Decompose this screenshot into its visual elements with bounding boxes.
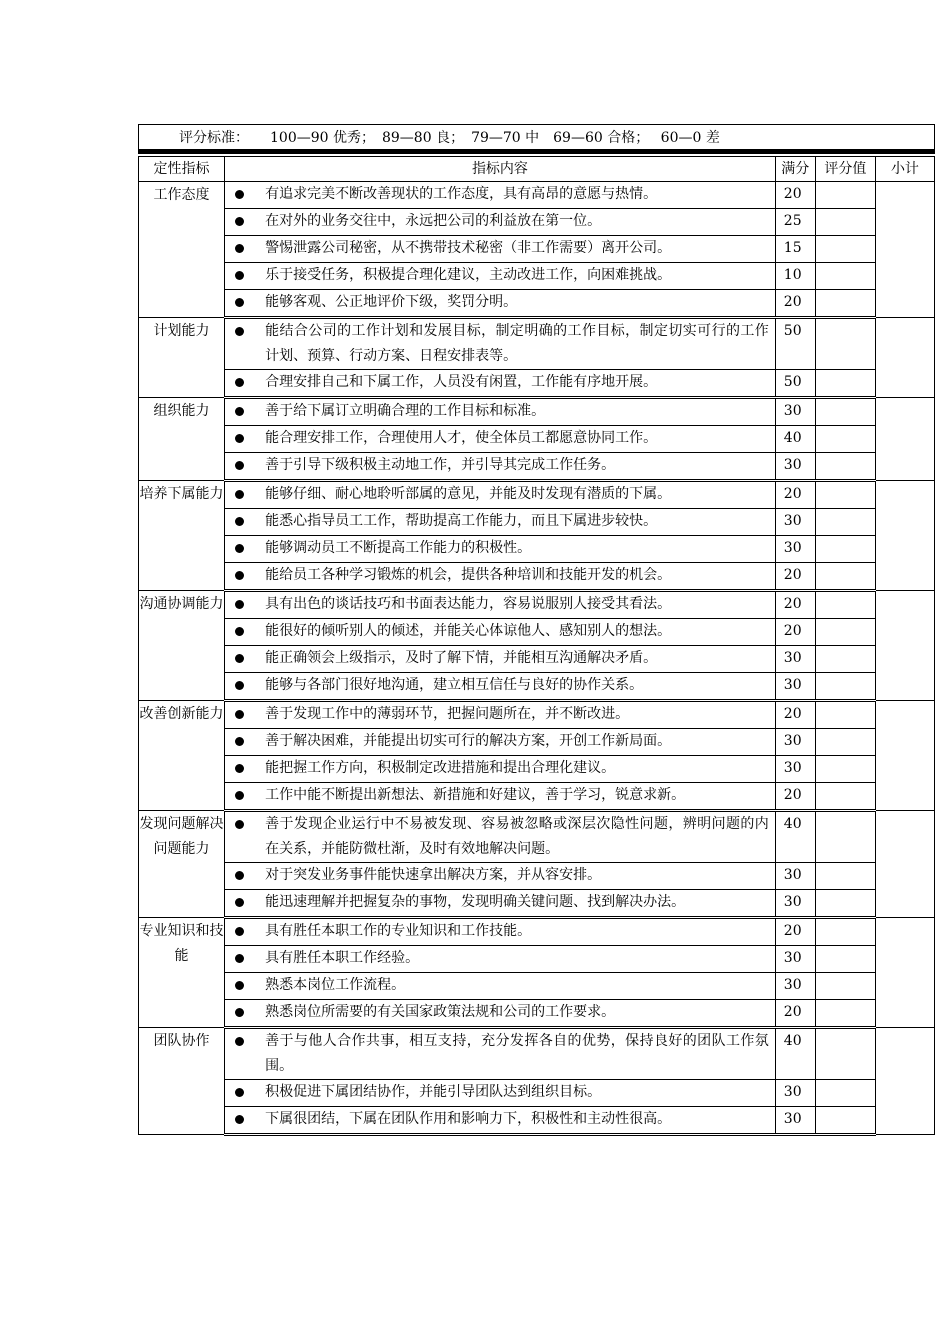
table-row xyxy=(139,729,935,756)
evaluation-input-cell[interactable] xyxy=(815,182,875,209)
bullet-icon xyxy=(225,399,265,425)
item-text: 熟悉岗位所需要的有关国家政策法规和公司的工作要求。 xyxy=(265,1004,616,1020)
content-cell xyxy=(225,1107,776,1135)
content-cell xyxy=(225,263,776,290)
max-score-cell: 30 xyxy=(775,890,815,918)
max-score-cell: 15 xyxy=(775,236,815,263)
evaluation-input-cell[interactable] xyxy=(815,673,875,701)
bullet-icon xyxy=(225,482,265,508)
table-row xyxy=(139,946,935,973)
table-row xyxy=(139,370,935,398)
item-text: 能给员工各种学习锻炼的机会，提供各种培训和技能开发的机会。 xyxy=(265,567,672,583)
max-score-cell: 40 xyxy=(775,811,815,863)
bullet-icon xyxy=(225,1080,265,1106)
content-cell xyxy=(225,536,776,563)
content-cell xyxy=(225,811,776,863)
content-cell xyxy=(225,591,776,619)
subtotal-cell[interactable] xyxy=(875,701,934,811)
bullet-icon xyxy=(225,263,265,289)
evaluation-input-cell[interactable] xyxy=(815,619,875,646)
table-row xyxy=(139,1028,935,1080)
evaluation-input-cell[interactable] xyxy=(815,536,875,563)
bullet-icon xyxy=(225,729,265,755)
max-score-cell: 20 xyxy=(775,783,815,811)
subtotal-cell[interactable] xyxy=(875,918,934,1028)
category-cell: 沟通协调能力 xyxy=(139,591,225,701)
content-cell xyxy=(225,673,776,701)
evaluation-input-cell[interactable] xyxy=(815,398,875,426)
table-row xyxy=(139,973,935,1000)
bullet-icon xyxy=(225,973,265,999)
category-cell: 团队协作 xyxy=(139,1028,225,1135)
table-body xyxy=(139,182,935,1135)
content-cell xyxy=(225,701,776,729)
item-text: 善于解决困难，并能提出切实可行的解决方案，开创工作新局面。 xyxy=(265,733,672,749)
evaluation-input-cell[interactable] xyxy=(815,701,875,729)
bullet-icon xyxy=(225,319,265,369)
category-cell: 工作态度 xyxy=(139,182,225,318)
subtotal-cell[interactable] xyxy=(875,591,934,701)
content-cell xyxy=(225,509,776,536)
table-row xyxy=(139,783,935,811)
item-text: 合理安排自己和下属工作，人员没有闲置，工作能有序地开展。 xyxy=(265,374,658,390)
max-score-cell: 25 xyxy=(775,209,815,236)
bullet-icon xyxy=(225,370,265,396)
content-cell xyxy=(225,209,776,236)
table-row xyxy=(139,756,935,783)
item-text: 在对外的业务交往中，永远把公司的利益放在第一位。 xyxy=(265,213,602,229)
table-row xyxy=(139,481,935,509)
subtotal-cell[interactable] xyxy=(875,481,934,591)
item-text: 能把握工作方向，积极制定改进措施和提出合理化建议。 xyxy=(265,760,616,776)
max-score-cell: 30 xyxy=(775,536,815,563)
header-content: 指标内容 xyxy=(225,157,776,182)
max-score-cell: 20 xyxy=(775,481,815,509)
item-text: 熟悉本岗位工作流程。 xyxy=(265,977,406,993)
evaluation-sheet xyxy=(138,124,935,1136)
evaluation-input-cell[interactable] xyxy=(815,946,875,973)
table-row xyxy=(139,509,935,536)
bullet-icon xyxy=(225,919,265,945)
item-text: 善于与他人合作共事，相互支持，充分发挥各自的优势，保持良好的团队工作氛围。 xyxy=(265,1033,769,1074)
max-score-cell: 30 xyxy=(775,453,815,481)
item-text: 积极促进下属团结协作，并能引导团队达到组织目标。 xyxy=(265,1084,602,1100)
table-row xyxy=(139,811,935,863)
table-row xyxy=(139,918,935,946)
bullet-icon xyxy=(225,1107,265,1133)
item-text: 有追求完美不断改善现状的工作态度，具有高昂的意愿与热情。 xyxy=(265,186,658,202)
bullet-icon xyxy=(225,182,265,208)
subtotal-cell[interactable] xyxy=(875,318,934,398)
category-cell: 组织能力 xyxy=(139,398,225,481)
content-cell xyxy=(225,426,776,453)
item-text: 善于引导下级积极主动地工作，并引导其完成工作任务。 xyxy=(265,457,616,473)
evaluation-input-cell[interactable] xyxy=(815,370,875,398)
max-score-cell: 30 xyxy=(775,509,815,536)
item-text: 能够客观、公正地评价下级，奖罚分明。 xyxy=(265,294,518,310)
max-score-cell: 30 xyxy=(775,1107,815,1135)
content-cell xyxy=(225,453,776,481)
evaluation-input-cell[interactable] xyxy=(815,563,875,591)
item-text: 能够仔细、耐心地聆听部属的意见，并能及时发现有潜质的下属。 xyxy=(265,486,672,502)
table-row xyxy=(139,236,935,263)
content-cell xyxy=(225,756,776,783)
max-score-cell: 20 xyxy=(775,619,815,646)
evaluation-input-cell[interactable] xyxy=(815,209,875,236)
evaluation-input-cell[interactable] xyxy=(815,863,875,890)
content-cell xyxy=(225,1000,776,1028)
content-cell xyxy=(225,290,776,318)
content-cell xyxy=(225,863,776,890)
table-row xyxy=(139,453,935,481)
evaluation-input-cell[interactable] xyxy=(815,756,875,783)
bullet-icon xyxy=(225,619,265,645)
table-row xyxy=(139,398,935,426)
bullet-icon xyxy=(225,756,265,782)
evaluation-input-cell[interactable] xyxy=(815,1080,875,1107)
evaluation-input-cell[interactable] xyxy=(815,318,875,370)
max-score-cell: 30 xyxy=(775,863,815,890)
category-cell: 培养下属能力 xyxy=(139,481,225,591)
table-row xyxy=(139,263,935,290)
content-cell xyxy=(225,398,776,426)
bullet-icon xyxy=(225,702,265,728)
max-score-cell: 50 xyxy=(775,318,815,370)
evaluation-input-cell[interactable] xyxy=(815,263,875,290)
table-row xyxy=(139,318,935,370)
max-score-cell: 30 xyxy=(775,756,815,783)
evaluation-input-cell[interactable] xyxy=(815,729,875,756)
content-cell xyxy=(225,318,776,370)
content-cell xyxy=(225,918,776,946)
bullet-icon xyxy=(225,592,265,618)
table-row xyxy=(139,209,935,236)
bullet-icon xyxy=(225,509,265,535)
item-text: 对于突发业务事件能快速拿出解决方案，并从容安排。 xyxy=(265,867,602,883)
category-cell: 发现问题解决问题能力 xyxy=(139,811,225,918)
evaluation-input-cell[interactable] xyxy=(815,783,875,811)
item-text: 善于发现工作中的薄弱环节，把握问题所在，并不断改进。 xyxy=(265,706,630,722)
bullet-icon xyxy=(225,946,265,972)
item-text: 能结合公司的工作计划和发展目标，制定明确的工作目标，制定切实可行的工作计划、预算、行动方案、日程安排表等。 xyxy=(265,323,769,364)
evaluation-input-cell[interactable] xyxy=(815,646,875,673)
item-text: 能正确领会上级指示，及时了解下情，并能相互沟通解决矛盾。 xyxy=(265,650,658,666)
content-cell xyxy=(225,182,776,209)
subtotal-cell[interactable] xyxy=(875,811,934,918)
table-header-row xyxy=(139,157,935,182)
max-score-cell: 30 xyxy=(775,946,815,973)
item-text: 具有胜任本职工作经验。 xyxy=(265,950,420,966)
evaluation-input-cell[interactable] xyxy=(815,890,875,918)
bullet-icon xyxy=(225,1029,265,1079)
item-text: 能合理安排工作，合理使用人才，使全体员工都愿意协同工作。 xyxy=(265,430,658,446)
bullet-icon xyxy=(225,426,265,452)
content-cell xyxy=(225,646,776,673)
table-row xyxy=(139,619,935,646)
max-score-cell: 20 xyxy=(775,182,815,209)
item-text: 警惕泄露公司秘密，从不携带技术秘密（非工作需要）离开公司。 xyxy=(265,240,672,256)
bullet-icon xyxy=(225,209,265,235)
item-text: 能够调动员工不断提高工作能力的积极性。 xyxy=(265,540,532,556)
table-row xyxy=(139,536,935,563)
bullet-icon xyxy=(225,673,265,699)
evaluation-input-cell[interactable] xyxy=(815,509,875,536)
max-score-cell: 20 xyxy=(775,563,815,591)
item-text: 善于发现企业运行中不易被发现、容易被忽略或深层次隐性问题，辨明问题的内在关系，并能防微杜渐，及时有效地解决问题。 xyxy=(265,816,769,857)
evaluation-input-cell[interactable] xyxy=(815,1028,875,1080)
bullet-icon xyxy=(225,536,265,562)
bullet-icon xyxy=(225,1000,265,1026)
evaluation-input-cell[interactable] xyxy=(815,290,875,318)
bullet-icon xyxy=(225,890,265,916)
evaluation-input-cell[interactable] xyxy=(815,1107,875,1135)
evaluation-table xyxy=(138,156,935,1136)
max-score-cell: 30 xyxy=(775,729,815,756)
item-text: 能够与各部门很好地沟通，建立相互信任与良好的协作关系。 xyxy=(265,677,644,693)
max-score-cell: 20 xyxy=(775,1000,815,1028)
evaluation-input-cell[interactable] xyxy=(815,973,875,1000)
max-score-cell: 20 xyxy=(775,701,815,729)
max-score-cell: 30 xyxy=(775,673,815,701)
header-category: 定性指标 xyxy=(139,157,225,182)
bullet-icon xyxy=(225,290,265,316)
max-score-cell: 30 xyxy=(775,1080,815,1107)
item-text: 具有胜任本职工作的专业知识和工作技能。 xyxy=(265,923,532,939)
table-row xyxy=(139,1080,935,1107)
header-subtotal: 小计 xyxy=(875,157,934,182)
bullet-icon xyxy=(225,646,265,672)
content-cell xyxy=(225,973,776,1000)
evaluation-input-cell[interactable] xyxy=(815,918,875,946)
item-text: 能迅速理解并把握复杂的事物，发现明确关键问题、找到解决办法。 xyxy=(265,894,686,910)
max-score-cell: 40 xyxy=(775,426,815,453)
max-score-cell: 10 xyxy=(775,263,815,290)
bullet-icon xyxy=(225,453,265,479)
item-text: 善于给下属订立明确合理的工作目标和标准。 xyxy=(265,403,546,419)
item-text: 具有出色的谈话技巧和书面表达能力，容易说服别人接受其看法。 xyxy=(265,596,672,612)
content-cell xyxy=(225,946,776,973)
evaluation-input-cell[interactable] xyxy=(815,453,875,481)
subtotal-cell[interactable] xyxy=(875,182,934,318)
item-text: 工作中能不断提出新想法、新措施和好建议，善于学习，锐意求新。 xyxy=(265,787,686,803)
max-score-cell: 20 xyxy=(775,591,815,619)
max-score-cell: 30 xyxy=(775,398,815,426)
scoring-standard: 评分标准： 100—90 优秀； 89—80 良； 79—70 中 69—60 合格； 60—0 差 xyxy=(138,124,935,150)
header-evaluation: 评分值 xyxy=(815,157,875,182)
max-score-cell: 30 xyxy=(775,646,815,673)
max-score-cell: 50 xyxy=(775,370,815,398)
bullet-icon xyxy=(225,236,265,262)
evaluation-input-cell[interactable] xyxy=(815,591,875,619)
table-row xyxy=(139,646,935,673)
content-cell xyxy=(225,563,776,591)
bullet-icon xyxy=(225,563,265,589)
max-score-cell: 30 xyxy=(775,973,815,1000)
max-score-cell: 20 xyxy=(775,290,815,318)
table-row xyxy=(139,563,935,591)
content-cell xyxy=(225,729,776,756)
subtotal-cell[interactable] xyxy=(875,1028,934,1135)
evaluation-input-cell[interactable] xyxy=(815,1000,875,1028)
evaluation-input-cell[interactable] xyxy=(815,236,875,263)
category-cell: 改善创新能力 xyxy=(139,701,225,811)
table-row xyxy=(139,591,935,619)
header-score: 满分 xyxy=(775,157,815,182)
content-cell xyxy=(225,619,776,646)
bullet-icon xyxy=(225,783,265,809)
table-row xyxy=(139,182,935,209)
content-cell xyxy=(225,236,776,263)
category-cell: 计划能力 xyxy=(139,318,225,398)
content-cell xyxy=(225,783,776,811)
table-row xyxy=(139,1000,935,1028)
table-row xyxy=(139,426,935,453)
content-cell xyxy=(225,1028,776,1080)
bullet-icon xyxy=(225,812,265,862)
evaluation-input-cell[interactable] xyxy=(815,811,875,863)
table-row xyxy=(139,290,935,318)
subtotal-cell[interactable] xyxy=(875,398,934,481)
table-row xyxy=(139,701,935,729)
content-cell xyxy=(225,370,776,398)
item-text: 能悉心指导员工工作，帮助提高工作能力，而且下属进步较快。 xyxy=(265,513,658,529)
item-text: 乐于接受任务，积极提合理化建议，主动改进工作，向困难挑战。 xyxy=(265,267,672,283)
max-score-cell: 40 xyxy=(775,1028,815,1080)
table-row xyxy=(139,863,935,890)
table-row xyxy=(139,673,935,701)
table-row xyxy=(139,1107,935,1135)
max-score-cell: 20 xyxy=(775,918,815,946)
category-cell: 专业知识和技能 xyxy=(139,918,225,1028)
evaluation-input-cell[interactable] xyxy=(815,481,875,509)
table-row xyxy=(139,890,935,918)
evaluation-input-cell[interactable] xyxy=(815,426,875,453)
content-cell xyxy=(225,481,776,509)
content-cell xyxy=(225,1080,776,1107)
item-text: 能很好的倾听别人的倾述，并能关心体谅他人、感知别人的想法。 xyxy=(265,623,672,639)
bullet-icon xyxy=(225,863,265,889)
content-cell xyxy=(225,890,776,918)
item-text: 下属很团结，下属在团队作用和影响力下，积极性和主动性很高。 xyxy=(265,1111,672,1127)
